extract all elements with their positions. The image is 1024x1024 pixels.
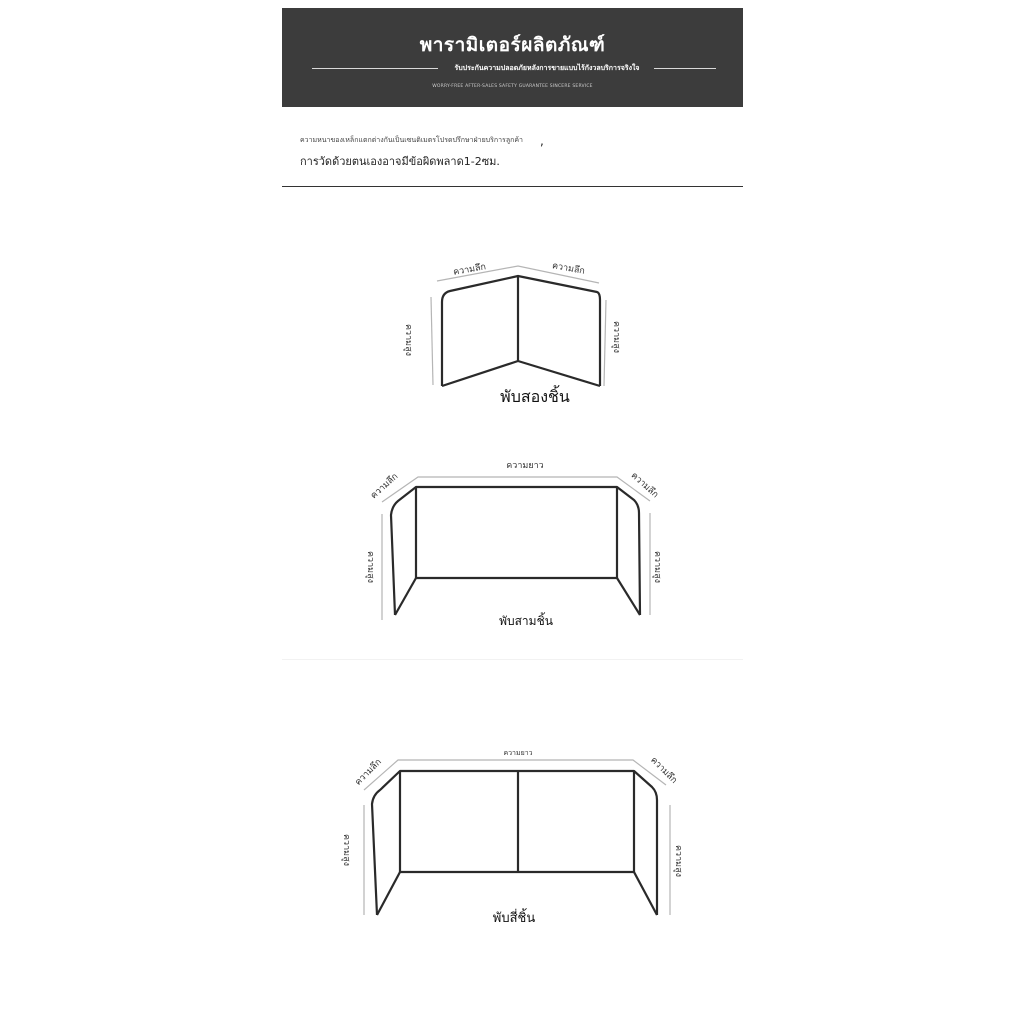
two-fold-height-right-label: ความสูง: [611, 321, 621, 353]
four-fold-length-label: ความยาว: [503, 749, 533, 757]
two-fold-diagram: [403, 260, 621, 406]
banner-subtitle: รับประกันความปลอดภัยหลังการขายแบบไร้กังวลบริการจริงใจ: [454, 64, 640, 72]
four-fold-height-left-label: ความสูง: [341, 834, 351, 866]
four-fold-caption: พับสี่ชิ้น: [492, 911, 536, 926]
three-fold-length-label: ความยาว: [506, 461, 544, 471]
four-fold-depth-right-label: ความลึก: [648, 755, 679, 786]
two-fold-depth-right-label: ความลึก: [551, 261, 586, 277]
three-fold-diagram: [365, 461, 662, 628]
three-fold-dimension-lines: [382, 477, 650, 620]
four-fold-height-right-label: ความสูง: [673, 845, 683, 877]
two-fold-height-left-label: ความสูง: [403, 324, 413, 356]
three-fold-depth-left-label: ความลึก: [369, 471, 401, 502]
three-fold-height-left-label: ความสูง: [365, 551, 375, 583]
three-fold-depth-right-label: ความลึก: [628, 470, 660, 501]
two-fold-panels: [442, 276, 600, 386]
three-fold-caption: พับสามชิ้น: [499, 614, 553, 628]
note-comma: ,: [540, 134, 544, 148]
thickness-note: ความหนาของเหล็กแตกต่างกันเป็นเซนติเมตรโปรดปรึกษาฝ่ายบริการลูกค้า: [300, 136, 523, 144]
banner-english-subtitle: WORRY-FREE AFTER-SALES SAFETY GUARANTEE SINCERE SERVICE: [432, 84, 593, 89]
two-fold-depth-left-label: ความลึก: [452, 262, 487, 278]
four-fold-panels: [372, 771, 657, 915]
three-fold-panels: [391, 487, 640, 615]
four-fold-depth-left-label: ความลึก: [353, 757, 384, 788]
measurement-note: การวัดด้วยตนเองอาจมีข้อผิดพลาด1-2ซม.: [300, 155, 500, 168]
four-fold-diagram: [341, 749, 683, 926]
banner-title: พารามิเตอร์ผลิตภัณฑ์: [419, 34, 606, 56]
three-fold-height-right-label: ความสูง: [652, 551, 662, 583]
two-fold-caption: พับสองชิ้น: [500, 387, 570, 406]
